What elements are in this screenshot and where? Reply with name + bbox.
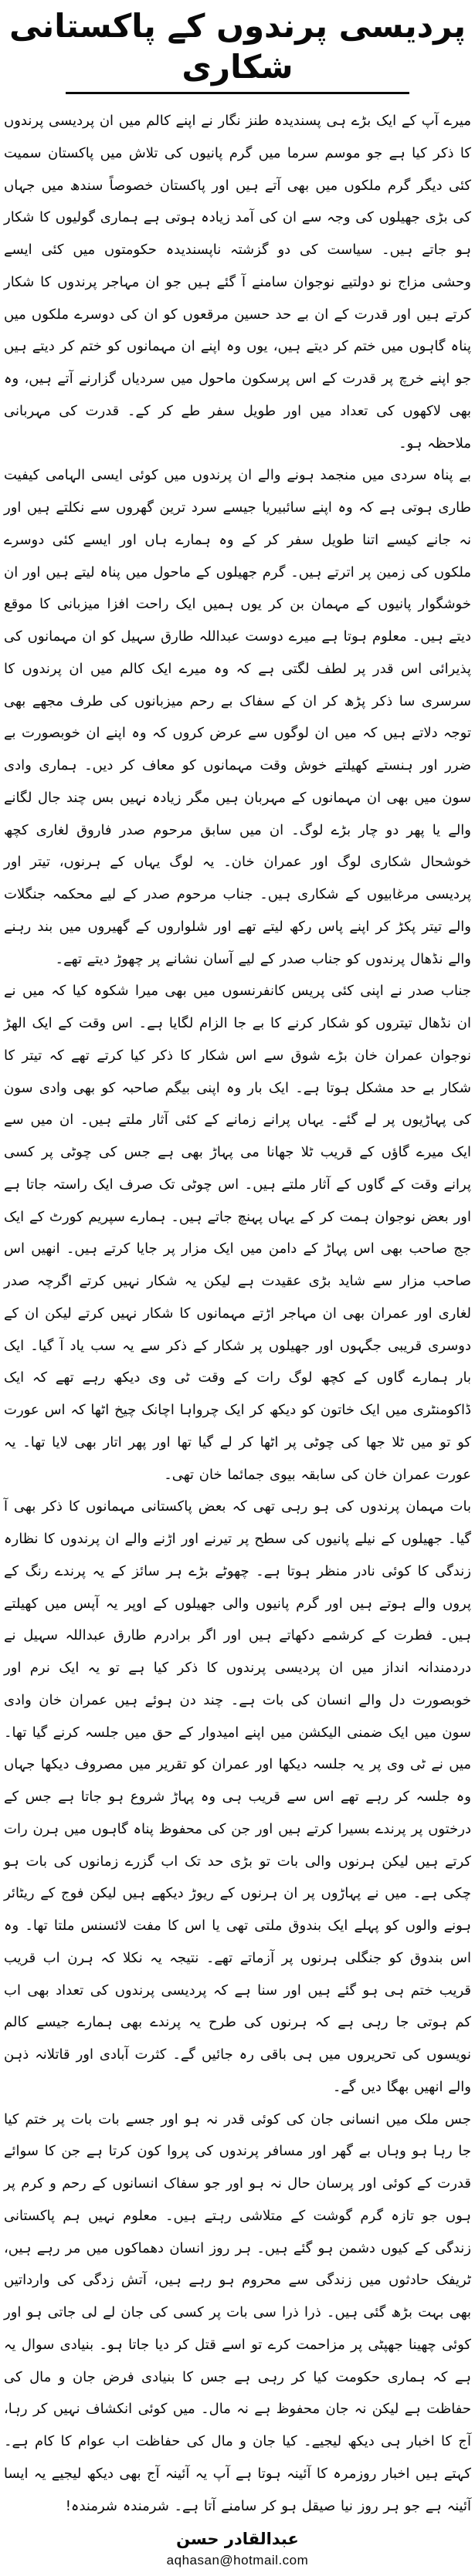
article-header [4, 6, 471, 94]
article-footer [4, 2530, 471, 2568]
article-paragraph-2: بے پناہ سردی میں منجمد ہونے والے ان پرندوں میں کوئی ایسی الہامی کیفیت طاری ہوتی ہے کہ وہ اپنے سائبیریا جیسے سرد ترین گھروں سے نکلتے ہیں اور نہ جانے کیسے اتنا طویل سفر کر کے وہ ہمارے ہاں اور ایسے کئی دوسرے ملکوں کی زمین پر اترتے ہیں۔ گرم جھیلوں کے ماحول میں پناہ لیتے ہیں اور ان خوشگوار پانیوں کے مہمان بن کر یوں ہمیں ایک راحت افزا میزبانی کا موقع دیتے ہیں۔ معلوم ہوتا ہے میرے دوست عبداللہ طارق سہیل کو ان مہمانوں کی پذیرائی اس قدر پر لطف لگتی ہے کہ وہ میرے ایک کالم میں ان پرندوں کا سرسری سا ذکر پڑھ کر ان کے سفاک بے رحم میزبانوں کی طرف مجھے بھی توجہ دلاتے ہیں کہ میں ان لوگوں سے عرض کروں کہ وہ اپنے ان خوبصورت بے ضرر اور ہنستے کھیلتے خوش وقت مہمانوں کو معاف کر دیں۔ ہماری وادی سون میں بھی ان مہمانوں کے مہربان ہیں مگر زیادہ نہیں بس چند جال لگانے والے یا پھر دو چار بڑے لوگ۔ ان میں سابق مرحوم صدر فاروق لغاری کچھ خوشحال شکاری لوگ اور عمران خان۔ یہ لوگ یہاں کے ہرنوں، تیتر اور پردیسی مرغابیوں کے شکاری ہیں۔ جناب مرحوم صدر کے لیے محکمہ جنگلات والے تیتر پکڑ کر اپنے پاس رکھ لیتے تھے اور شلواروں کے گھیروں میں بند رہنے والے نڈھال پرندوں کو جناب صدر کے لیے آسان نشانے پر چھوڑ دیتے تھے۔ [4, 467, 471, 967]
article-body [4, 105, 471, 2522]
article-paragraph-1: میرے آپ کے ایک بڑے ہی پسندیدہ طنز نگار نے اپنے کالم میں ان پردیسی پرندوں کا ذکر کیا ہے جو موسم سرما میں گرم پانیوں کی تلاش میں پاکستان سمیت کئی دیگر گرم ملکوں میں بھی آتے ہیں اور پاکستان خصوصاً سندھ میں جہاں کی بڑی جھیلوں کی وجہ سے ان کی آمد زیادہ ہوتی ہے ہماری گولیوں کا شکار ہو جاتے ہیں۔ سیاست کی دو گزشتہ ناپسندیدہ حکومتوں میں کئی ایسے وحشی مزاج نو دولتیے نوجوان سامنے آ گئے ہیں جو ان مہاجر پرندوں کا شکار کرتے ہیں اور قدرت کے ان بے حد حسین مرقعوں کو ان کی دوسرے ملکوں میں پناہ گاہوں میں ختم کر دیتے ہیں، یوں وہ اپنے ان مہمانوں کو ختم کر دیتے ہیں جو اپنے خرچ پر قدرت کے اس پرسکون ماحول میں سردیاں گزارنے آتے ہیں، وہ بھی لاکھوں کی تعداد میں اور طویل سفر طے کر کے۔ قدرت کی مہربانی ملاحظہ ہو۔ [4, 113, 471, 452]
author-name: عبدالقادر حسن [176, 2530, 299, 2549]
article-paragraph-5: جس ملک میں انسانی جان کی کوئی قدر نہ ہو اور جسے بات بات پر ختم کیا جا رہا ہو وہاں بے گھر اور مسافر پرندوں کی پروا کون کرتا ہے جن کا سوائے قدرت کے کوئی اور پرسان حال نہ ہو اور جو سفاک انسانوں کے رحم و کرم پر ہوں جو تازہ گرم گوشت کے متلاشی رہتے ہیں۔ معلوم نہیں ہم پاکستانی زندگی کے کیوں دشمن ہو گئے ہیں۔ ہر روز انسان دھماکوں میں مر رہے ہیں، ٹریفک حادثوں میں زندگی سے محروم ہو رہے ہیں، آتش زدگی کی وارداتیں بھی بہت بڑھ گئی ہیں۔ ذرا ذرا سی بات پر کسی کی جان لے لی جاتی ہو اور کوئی چھینا جھپٹی پر مزاحمت کرے تو اسے قتل کر دیا جاتا ہو۔ بنیادی سوال یہ ہے کہ ہماری حکومت کیا کر رہی ہے جس کا بنیادی فرض جان و مال کی حفاظت ہے لیکن نہ جان محفوظ ہے نہ مال۔ میں کوئی انکشاف نہیں کر رہا، آج کا اخبار ہی دیکھ لیجیے۔ کیا جان و مال کی حفاظت اب عوام کا کام ہے۔ کہتے ہیں اخبار روزمرہ کا آئینہ ہوتا ہے آپ یہ آئینہ آج بھی دیکھ لیجیے یہ ایسا آئینہ ہے جو ہر روز نیا صیقل ہو کر سامنے آتا ہے۔ شرمندہ شرمندہ! [4, 2111, 471, 2514]
article-paragraph-4: بات مہمان پرندوں کی ہو رہی تھی کہ بعض پاکستانی مہمانوں کا ذکر بھی آ گیا۔ جھیلوں کے نیلے پانیوں کی سطح پر تیرنے اور اڑنے والے ان پرندوں کا نظارہ زندگی کا کوئی نادر منظر ہوتا ہے۔ چھوٹے بڑے ہر سائز کے یہ پرندے رنگ کے پروں والے ہوتے ہیں اور گرم پانیوں والی جھیلوں کے اوپر یہ آپس میں کھیلتے ہیں۔ فطرت کے کرشمے دکھاتے ہیں اور اگر برادرم طارق عبداللہ سہیل نے دردمندانہ انداز میں ان پردیسی پرندوں کا ذکر کیا ہے تو یہ ایک نرم اور خوبصورت دل والے انسان کی بات ہے۔ چند دن ہوئے ہیں عمران خان وادی سون میں ایک ضمنی الیکشن میں اپنے امیدوار کے حق میں جلسہ کرنے گیا تھا۔ میں نے ٹی وی پر یہ جلسہ دیکھا اور عمران کو تقریر میں مصروف دیکھا جہاں وہ جلسہ کر رہے تھے اس سے قریب ہی وہ پہاڑ شروع ہو جاتا ہے جس کے درختوں پر پرندے بسیرا کرتے ہیں اور جن کی محفوظ پناہ گاہوں میں ہرن رات کرتے ہیں لیکن ہرنوں والی بات تو بڑی حد تک اب گزرے زمانوں کی بات ہو چکی ہے۔ میں نے پہاڑوں پر ان ہرنوں کے ریوڑ دیکھے ہیں لیکن فوج کے ریٹائر ہونے والوں کو پہلے ایک بندوق ملتی تھی یا اس کا مفت لائسنس ملتا تھا۔ وہ اس بندوق کو جنگلی ہرنوں پر آزماتے تھے۔ نتیجہ یہ نکلا کہ ہرن اب قریب قریب ختم ہی ہو گئے ہیں اور سنا ہے کہ پردیسی پرندوں کی تعداد بھی اب کم ہوتی جا رہی ہے کہ ہرنوں کی طرح یہ پرندے بھی ہمارے جیسے کالم نویسوں کی تحریروں میں ہی باقی رہ جائیں گے۔ کثرت آبادی اور قاتلانہ ذہن والے انھیں بھگا دیں گے۔ [4, 1498, 471, 2095]
author-email: aqhasan@hotmail.com [166, 2553, 309, 2568]
article-paragraph-3: جناب صدر نے اپنی کئی پریس کانفرنسوں میں بھی میرا شکوہ کیا کہ میں نے ان نڈھال تیتروں کو شکار کرنے کا بے جا الزام لگایا ہے۔ اس وقت کے ایک الھڑ نوجوان عمران خان بڑے شوق سے اس شکار کا ذکر کیا کرتے تھے کہ تیتر کا شکار بے حد مشکل ہوتا ہے۔ ایک بار وہ اپنی بیگم صاحبہ کو بھی وادی سون کی پہاڑیوں پر لے گئے۔ یہاں پرانے زمانے کے کئی آثار ملتے ہیں۔ ان میں سے ایک میرے گاؤں کے قریب ٹلا جھانا می پہاڑ بھی ہے جس کی چوٹی پر کسی پرانے وقت کے گاوں کے آثار ملتے ہیں۔ اس چوٹی تک صرف ایک راستہ جاتا ہے اور بعض نوجوان ہمت کر کے یہاں پہنچ جاتے ہیں۔ ہمارے سپریم کورٹ کے ایک جج صاحب بھی اس پہاڑ کے دامن میں ایک مزار پر جایا کرتے ہیں۔ انھیں اس صاحب مزار سے شاید بڑی عقیدت ہے لیکن یہ شکار نہیں کرتے اگرچہ صدر لغاری اور عمران بھی ان مہاجر اڑتے مہمانوں کا شکار نہیں کرتے لیکن ان کے دوسری قریبی جگہوں اور جھیلوں پر شکار کے ذکر سے یہ سب یاد آ گیا۔ ایک بار ہمارے گاوں کے کچھ لوگ رات کے وقت ٹی وی دیکھ رہے تھے کہ ایک ڈاکومنٹری میں ایک خاتون کو دیکھ کر ایک چرواہا اچانک چیخ اٹھا کہ اس عورت کو تو میں ٹلا جھا کی چوٹی پر اٹھا کر لے گیا تھا اور پھر اتار بھی لایا تھا۔ یہ عورت عمران خان کی سابقہ بیوی جمائما خان تھی۔ [4, 983, 471, 1483]
article-title: پردیسی پرندوں کے پاکستانی شکاری [8, 7, 467, 86]
title-underline [66, 92, 409, 94]
